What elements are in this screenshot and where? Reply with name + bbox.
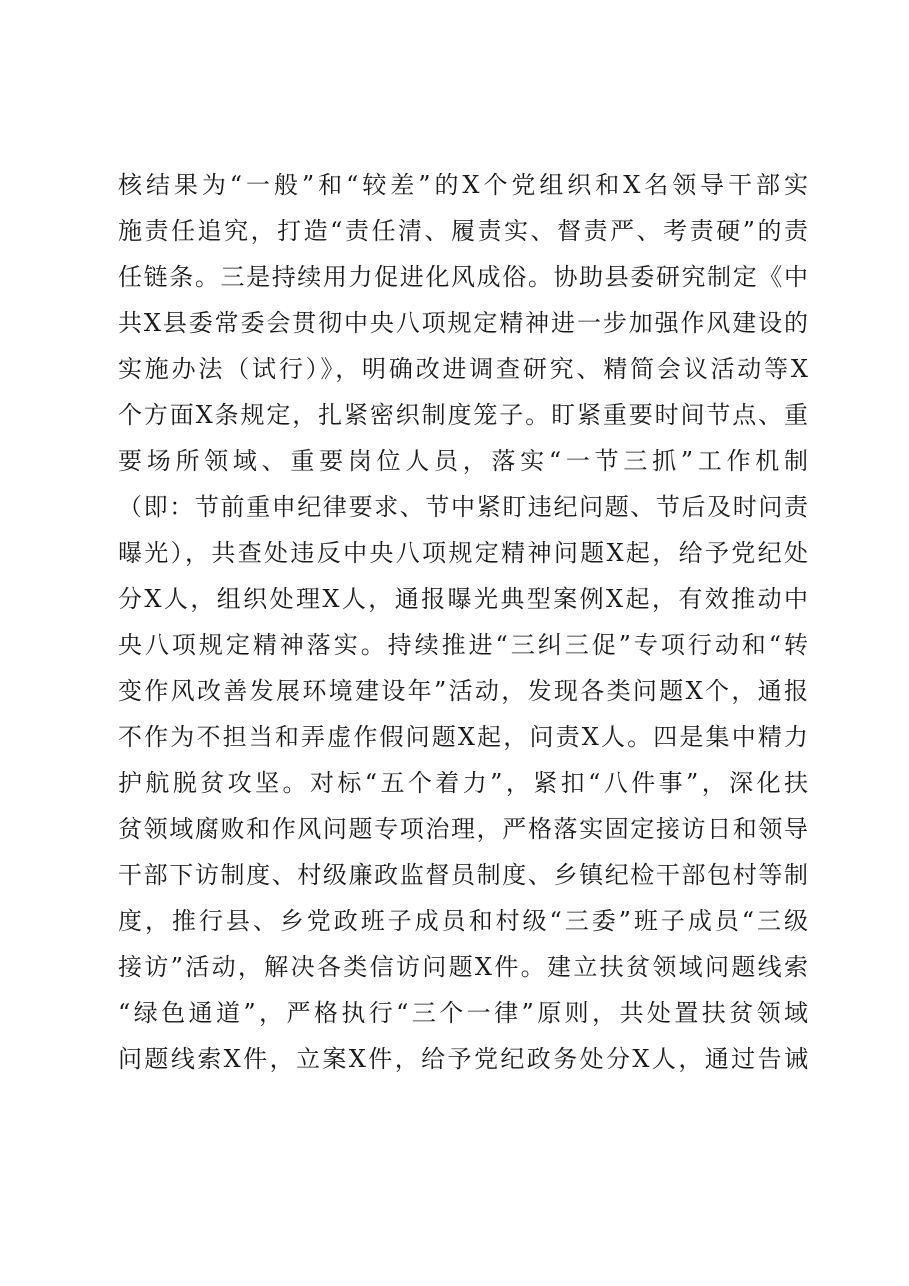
text-line: 分X人，组织处理X人，通报曝光典型案例X起，有效推动中 (118, 585, 808, 613)
text-line: （即：节前重申纪律要求、节中紧盯违纪问题、节后及时问责 (118, 493, 808, 521)
text-line: 变作风改善发展环境建设年”活动，发现各类问题X个，通报 (118, 677, 808, 705)
text-line: 核结果为“一般”和“较差”的X个党组织和X名领导干部实 (118, 171, 808, 199)
text-line: 曝光），共查处违反中央八项规定精神问题X起，给予党纪处 (118, 539, 808, 567)
text-line: “绿色通道”，严格执行“三个一律”原则，共处置扶贫领域 (118, 999, 808, 1027)
text-line: 施责任追究，打造“责任清、履责实、督责严、考责硬”的责 (118, 217, 808, 245)
text-line: 贫领域腐败和作风问题专项治理，严格落实固定接访日和领导 (118, 815, 808, 843)
text-line: 任链条。三是持续用力促进化风成俗。协助县委研究制定《中 (118, 263, 808, 291)
text-line: 度，推行县、乡党政班子成员和村级“三委”班子成员“三级 (118, 907, 808, 935)
text-line: 接访”活动，解决各类信访问题X件。建立扶贫领域问题线索 (118, 953, 808, 981)
text-line: 共X县委常委会贯彻中央八项规定精神进一步加强作风建设的 (118, 309, 808, 337)
text-line: 央八项规定精神落实。持续推进“三纠三促”专项行动和“转 (118, 631, 808, 659)
text-line: 问题线索X件，立案X件，给予党纪政务处分X人，通过告诫 (118, 1045, 808, 1073)
text-line: 干部下访制度、村级廉政监督员制度、乡镇纪检干部包村等制 (118, 861, 808, 889)
text-line: 要场所领域、重要岗位人员，落实“一节三抓”工作机制 (118, 447, 808, 475)
text-line: 实施办法（试行）》，明确改进调查研究、精简会议活动等X (118, 355, 808, 383)
text-line: 护航脱贫攻坚。对标“五个着力”，紧扣“八件事”，深化扶 (118, 769, 808, 797)
text-line: 不作为不担当和弄虚作假问题X起，问责X人。四是集中精力 (118, 723, 808, 751)
body-paragraph (118, 162, 808, 1082)
text-line: 个方面X条规定，扎紧密织制度笼子。盯紧重要时间节点、重 (118, 401, 808, 429)
